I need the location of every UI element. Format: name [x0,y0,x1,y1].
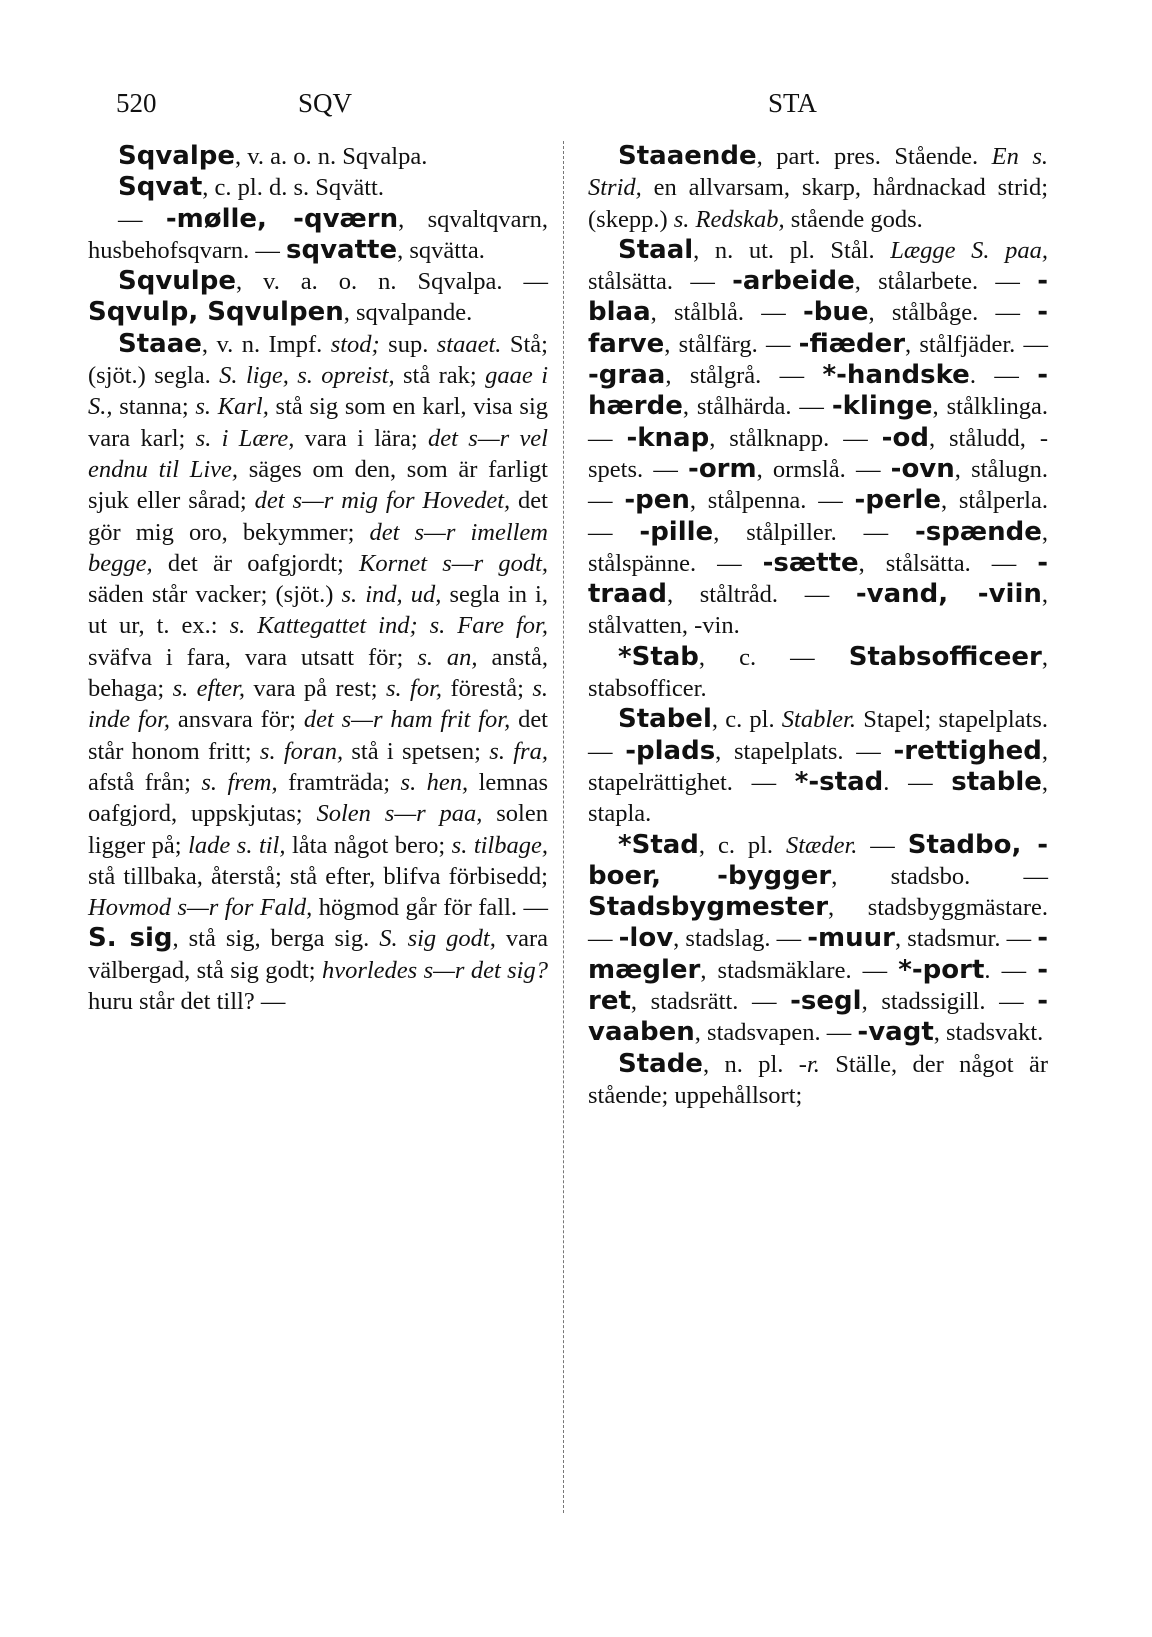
example-phrase: det s—r vel endnu til Live, [88,424,548,483]
definition-text: , stapelrättighet. — [588,737,1049,796]
definition-text: framträda; [277,768,401,796]
headword: Staal [618,234,694,265]
definition-text: Stå; (sjöt.) segla. [88,330,548,390]
definition-text: Stapel; stapelplats. — [588,706,1048,765]
right-column [588,141,1048,1111]
definition-text: , stålklinga. — [588,393,1048,452]
definition-text: , c. pl. d. s. Sqvätt. [202,174,384,202]
headword: -ovn [890,453,955,484]
example-phrase: s. Kattegattet ind; s. Fare for, [229,612,548,640]
headword: -muur [807,923,895,954]
definition-text: anstå, behaga; [88,643,548,703]
example-phrase: s. Karl, [195,393,269,421]
dictionary-entry [88,172,548,203]
example-phrase: s. tilbage, [451,831,548,859]
definition-text: stå tillbaka, återstå; stå efter, blifva förbisedd; [88,862,548,890]
definition-text: huru står det till? — [88,988,286,1016]
headword: -farve [588,297,1048,359]
example-phrase: s. hen, [400,768,469,796]
headword: -ret [588,954,1048,1017]
definition-text: Ställe, der något är stående; uppehållsort; [588,1050,1048,1109]
definition-text: , stapelplats. — [715,737,894,765]
definition-text: , stålhärda. — [682,393,832,421]
headword: Stabel [618,704,712,735]
left-column [88,141,548,1017]
headword: -plads [625,735,716,766]
headword: *-port [898,954,985,985]
example-phrase: det s—r imellem begge, [88,518,548,577]
definition-text: stanna; [112,393,196,421]
definition-text: , stålblå. — [650,299,803,327]
definition-text: , stålarbete. — [854,268,1038,296]
definition-text: , v. a. o. n. Sqvalpa. — [235,268,548,296]
definition-text: , stålpenna. — [689,487,855,515]
definition-text: , stålpiller. — [713,518,915,546]
definition-text: , stålknapp. — [709,424,882,452]
definition-text: ansvara för; [170,706,304,734]
definition-text: vara på rest; [244,675,386,703]
definition-text: , stabsofficer. [588,643,1048,703]
example-phrase: Kornet s—r godt, [359,549,549,577]
example-phrase: s. fra, [489,737,548,765]
definition-text: stålsätta. — [588,268,733,296]
dictionary-entry [88,141,548,172]
headword: -pen [624,485,690,516]
headword: Sqvat [118,172,203,203]
example-phrase: s. foran, [259,737,344,765]
headword: -fiæder [798,328,906,359]
definition-text: säges om den, som är farligt sjuk eller sårad; [88,455,548,515]
example-phrase: s. efter, [172,675,245,703]
definition-text: , c. — [698,643,849,671]
headword: -rettighed [893,735,1042,766]
headword: Stade [618,1048,703,1079]
example-phrase: s. i Lære, [195,424,295,452]
definition-text: , stadssigill. — [861,988,1038,1016]
example-phrase: -r. [798,1050,820,1078]
definition-text: , stålfjäder. — [905,330,1048,358]
definition-text: solen ligger på; [88,800,548,859]
dictionary-entry [88,266,548,329]
definition-text: , stapla. [588,768,1048,828]
definition-text: det gör mig oro, bekymmer; [88,487,548,546]
example-phrase: S. sig godt, [379,925,496,953]
example-phrase: Hovmod s—r for Fald, [88,894,313,922]
example-phrase: Lægge S. paa, [890,236,1048,264]
definition-text: , sqvätta. [397,236,485,264]
definition-text: , v. n. Impf. [201,330,331,358]
headword: -segl [790,986,862,1017]
definition-text: segla in i, ut ur, t. ex.: [88,581,548,640]
definition-text: , stadsmur. — [894,925,1038,953]
page-header [0,88,1152,128]
headword: -traad [588,547,1049,610]
definition-text: . — [984,956,1038,984]
definition-text: sväfva i fara, vara utsatt för; [88,643,418,671]
definition-text: , n. ut. pl. Stål. [693,236,891,264]
definition-text: , stålspänne. — [588,518,1049,577]
definition-text: , v. a. o. n. Sqvalpa. [235,143,428,170]
definition-text: , n. pl. [702,1050,799,1078]
headword: *Stad [618,829,699,860]
headword: sqvatte [286,234,398,265]
example-phrase: s. ind, ud, [341,581,442,609]
headword: Staae [118,328,202,359]
example-phrase: s. inde for, [88,675,548,734]
example-phrase: S. lige, s. opreist, [219,362,395,390]
dictionary-entry [588,830,1048,1049]
headword: -spænde [915,516,1042,547]
example-phrase: gaae i S., [88,362,549,421]
example-phrase: Stabler. [781,706,856,734]
definition-text: vara i lära; [294,424,429,452]
example-phrase: En s. Strid, [588,143,1049,202]
headword: -graa [588,360,666,391]
headword: Staaende [618,141,757,171]
headword: -vand, -viin [855,579,1042,610]
headword: -klinge [831,391,933,422]
headword: -bue [802,297,869,328]
dictionary-entry [588,235,1048,642]
right-guide-word: STA [768,88,817,118]
definition-text: , sqvalpande. [343,299,473,327]
definition-text: , stålfärg. — [664,330,799,358]
definition-text: det är oafgjordt; [152,549,360,577]
definition-text: , stålugn. — [588,455,1049,515]
headword: -orm [688,453,757,484]
definition-text: stå i spetsen; [343,737,490,765]
definition-text: , stålperla. — [588,487,1048,546]
headword: -lov [618,923,674,954]
definition-text: , stålvatten, -vin. [588,581,1048,640]
headword: -mægler [588,923,1049,985]
definition-text: . — [969,362,1038,390]
example-phrase: lade s. til, [188,831,286,859]
headword: Sqvalpe [118,141,235,171]
definition-text: , stadsvakt. [933,1019,1044,1047]
dictionary-entry [588,642,1048,705]
dictionary-entry [588,141,1048,235]
definition-text: . — [883,768,952,796]
headword: Stadsbygmester [588,892,829,923]
definition-text: , c. pl. [698,831,786,859]
definition-text: vara välbergad, stå sig godt; [88,925,548,984]
example-phrase: s. an, [417,643,478,671]
headword: -vagt [857,1017,934,1048]
headword: Sqvulpe [118,266,236,297]
definition-text: , stadsbyggmästare. — [588,894,1048,953]
example-phrase: Solen s—r paa, [316,800,483,828]
definition-text: , stadsmäklare. — [700,956,899,984]
left-guide-word: SQV [298,88,353,118]
definition-text: säden står vacker; (sjöt.) [88,581,342,609]
definition-text: sup. [388,330,437,358]
headword: -knap [626,422,710,453]
definition-text: — [118,205,166,233]
example-phrase: Stæder. [785,831,858,859]
definition-text: , stadsbo. — [831,862,1048,890]
headword: -pille [639,516,714,547]
example-phrase: hvorledes s—r det sig? [321,956,548,984]
example-phrase: det s—r ham frit for, [303,706,511,734]
definition-text: lemnas oafgjord, uppskjutas; [88,768,548,828]
definition-text: , c. pl. [711,706,782,734]
definition-text: stå sig som en karl, visa sig vara karl; [88,393,549,452]
example-phrase: staaet. [436,330,502,358]
headword: *-stad [794,766,884,797]
definition-text: låta något bero; [285,831,452,859]
headword: -od [881,422,929,453]
headword: -sætte [762,547,859,578]
headword: -blaa [588,266,1048,328]
definition-text: — [857,831,908,859]
definition-text: en allvarsam, skarp, hårdnackad strid; (skepp.) [588,174,1048,233]
definition-text: , ormslå. — [756,455,891,483]
dictionary-entry [88,204,548,267]
example-phrase: det s—r mig for Hovedet, [254,487,511,515]
definition-text: , stålbåge. — [868,299,1038,327]
headword: -mølle, -qværn [165,203,399,234]
headword: stable [951,766,1042,797]
example-phrase: stod; [330,330,389,358]
definition-text: förestå; [442,675,533,703]
headword: -vaaben [588,986,1048,1048]
definition-text: stå rak; [394,362,486,390]
headword: -arbeide [732,266,855,297]
headword: Stadbo, -boer, -bygger [588,829,1048,891]
headword: S. sig [88,923,173,954]
headword: *Stab [618,641,699,672]
dictionary-entry [588,704,1048,829]
column-divider [563,141,564,1513]
definition-text: , part. pres. Stående. [756,143,992,170]
example-phrase: s. for, [386,675,443,703]
definition-text: , stålgrå. — [665,362,823,390]
headword: *-handske [822,360,970,391]
definition-text: , ståludd, -spets. — [588,424,1048,483]
definition-text: , ståltråd. — [666,581,856,609]
page-number: 520 [116,88,157,118]
dictionary-entry [88,329,548,1018]
definition-text: , stadsvapen. — [694,1019,858,1047]
definition-text: , stålsätta. — [858,549,1038,577]
definition-text: afstå från; [88,768,202,796]
definition-text: det står honom fritt; [88,706,548,765]
headword: -perle [854,485,941,516]
definition-text: högmod går för fall. — [312,894,548,922]
definition-text: , sqvaltqvarn, husbehofsqvarn. — [88,205,549,264]
definition-text: stående gods. [784,205,923,233]
headword: -hærde [588,360,1049,422]
definition-text: , stadsrätt. — [630,988,791,1016]
example-phrase: s. frem, [201,768,278,796]
example-phrase: s. Redskab, [673,205,785,233]
headword: Sqvulp, Sqvulpen [88,297,344,328]
definition-text: , stadslag. — [673,925,808,953]
definition-text: , stå sig, berga sig. [172,925,380,953]
dictionary-entry [588,1049,1048,1112]
headword: Stabsofficeer [848,641,1042,672]
